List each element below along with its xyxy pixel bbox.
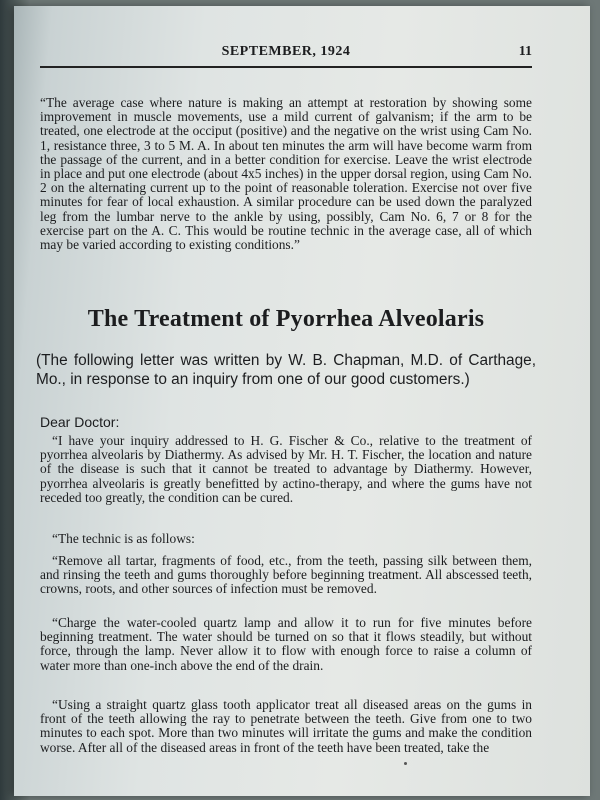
- page-number: 11: [518, 44, 532, 59]
- letter-paragraph: “The technic is as follows:: [52, 531, 195, 546]
- magazine-page: [14, 6, 590, 796]
- letter-paragraph: “Using a straight quartz glass tooth applicator treat all diseased areas on the gums in front of the teeth allowing the ray to penetrate between the teeth. Give from one to two minutes to each spot. More than two minutes will irritate the gums and make the condition worse. After all of the diseased areas in front of the teeth have been treated, take the: [40, 697, 532, 755]
- letter-paragraph: “Remove all tartar, fragments of food, etc., from the teeth, passing silk between them, and rinsing the teeth and gums thoroughly before beginning treatment. All abscessed teeth, crowns, roots, and other sources of infection must be removed.: [40, 553, 532, 597]
- article-intro: (The following letter was written by W. B. Chapman, M.D. of Carthage, Mo., in response to an inquiry from one of our good customers.): [36, 352, 536, 388]
- letter-paragraph: “Charge the water-cooled quartz lamp and allow it to run for five minutes before beginning treatment. The water should be turned on so that it flows steadily, but without force, through the lamp. Never allow it to flow with enough force to raise a column of water more than one-inch above the end of the drain.: [40, 615, 532, 673]
- ink-speck: [404, 762, 407, 765]
- page-header: [40, 44, 532, 68]
- letter-paragraph: “I have your inquiry addressed to H. G. Fischer & Co., relative to the treatment of pyorrhea alveolaris by Diathermy. As advised by Mr. H. T. Fischer, the location and nature of the disease is such that it cannot be treated to advantage by Diathermy. However, pyorrhea alveolaris is greatly benefitted by actino-therapy, and where the gums have not receded too greatly, the condition can be cured.: [40, 433, 532, 505]
- article-title: The Treatment of Pyorrhea Alveolaris: [87, 306, 485, 332]
- header-date: SEPTEMBER, 1924: [221, 44, 351, 59]
- quoted-technique-paragraph: “The average case where nature is making an attempt at restoration by showing some improvement in muscle movements, use a mild current of galvanism; if the arm to be treated, one electrode at the occiput (positive) and the negative on the wrist using Cam No. 1, resistance three, 3 to 5 M. A. In about ten minutes the arm will have become warm from the passage of the current, and in a better condition for exercise. Leave the wrist electrode in place and put one electrode (about 4x5 inches) in the upper dorsal region, using Cam No. 2 on the alternating current up to the point of reasonable toleration. Exercise not over five minutes for fear of local exhaustion. A similar procedure can be used down the paralyzed leg from the lumbar nerve to the ankle by using, possibly, Cam No. 6, 7 or 8 for the exercise part on the A. C. This would be routine technic in the average case, all of which may be varied according to existing conditions.”: [40, 95, 532, 253]
- letter-salutation: Dear Doctor:: [40, 414, 120, 430]
